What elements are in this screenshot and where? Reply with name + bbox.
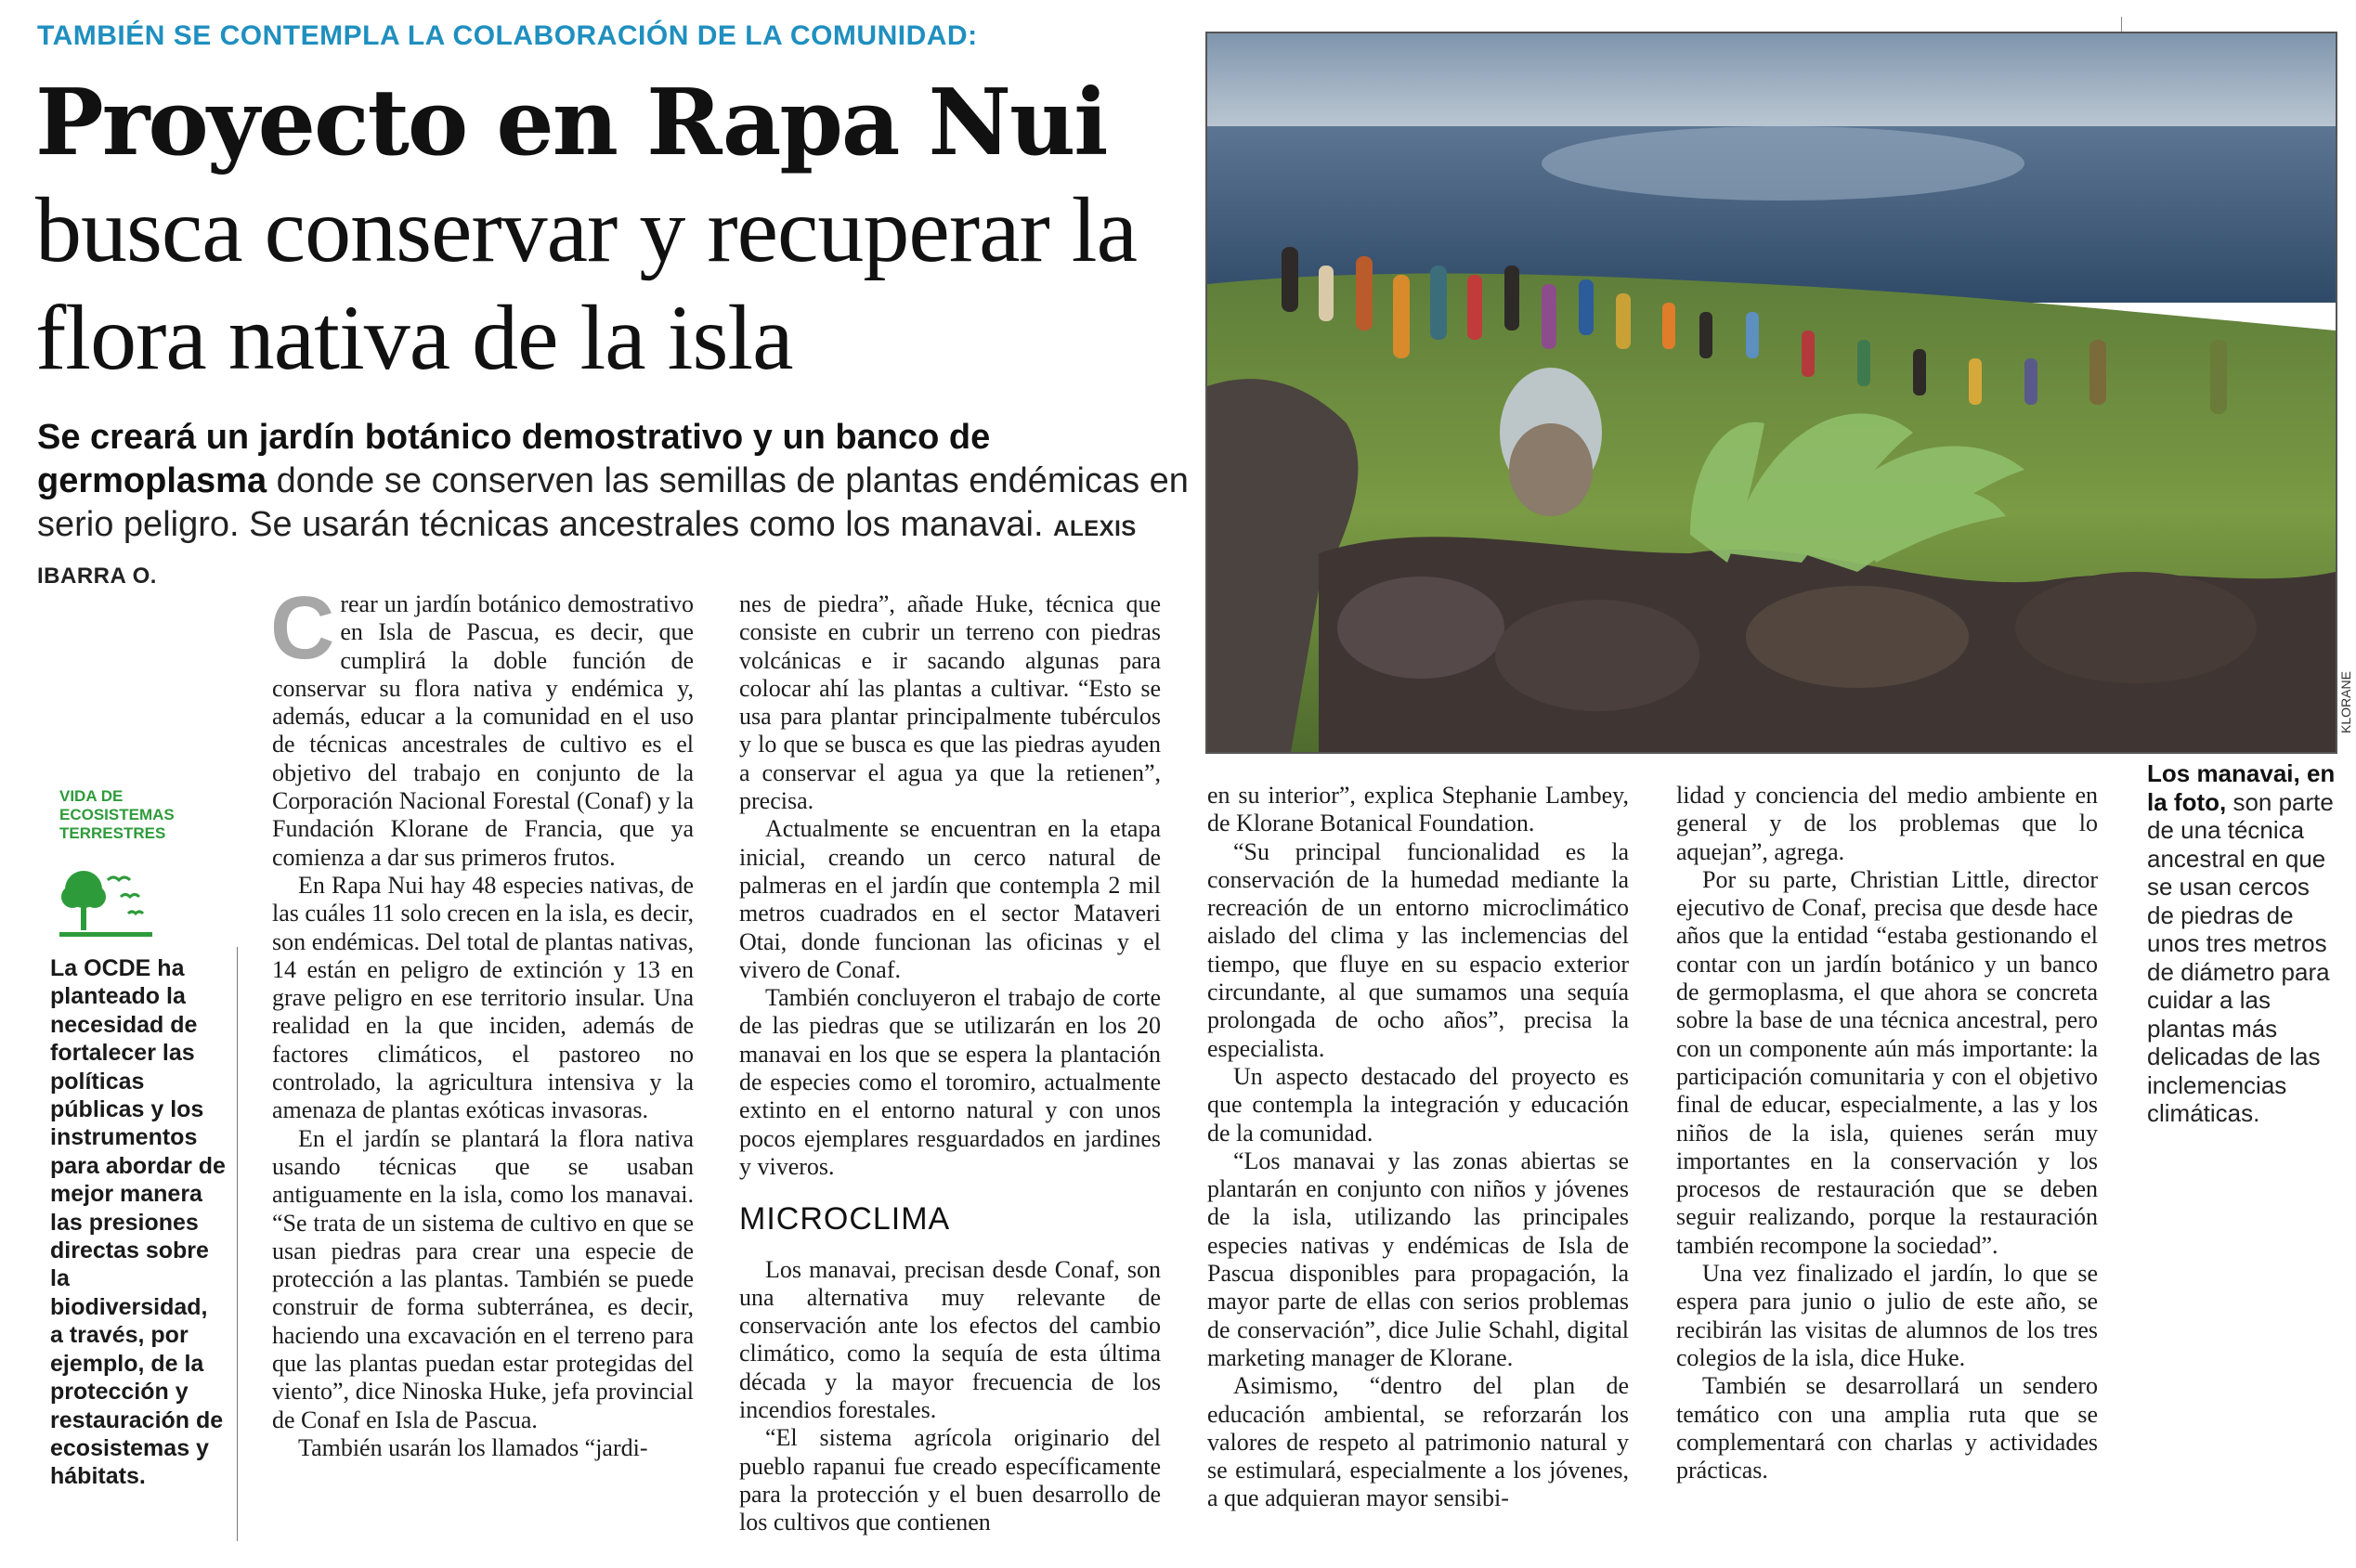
tree-birds-icon [54, 856, 227, 952]
paragraph: También usarán los llamados “jardi- [298, 1433, 648, 1461]
paragraph: “El sistema agrícola originario del pueblo rapanui fue creado específicamente para la protección y el buen desarrollo de los cultivos que contienen [739, 1424, 1161, 1536]
photo-credit: KLORANE [2338, 671, 2353, 733]
sdg-box [41, 787, 227, 952]
headline-main: Proyecto en Rapa Nui [35, 70, 1107, 176]
deck-bold: Se creará un jardín botánico demostrativo y un banco de germoplasma [37, 418, 991, 500]
paragraph: También concluyeron el trabajo de corte de las piedras que se utilizarán en los 20 manavai en los que se espera la plantación de especies como el toromiro, actualmente extinto en el entorno natural y con unos pocos ejemplares resguardados en jardines y viveros. [739, 984, 1161, 1180]
dropcap: C [270, 578, 335, 678]
paragraph: Los manavai, precisan desde Conaf, son una alternativa muy relevante de conservación ante los efectos del cambio climático, como la sequía de esta última década y la mayor frecuencia de los incendios forestales. [739, 1255, 1161, 1424]
sidebar-text: La OCDE ha planteado la necesidad de fortalecer las políticas públicas y los instrumentos para abordar de mejor manera las presiones directas sobre la biodiversidad, a través, por ejemplo, de la protección y restauración de ecosistemas y hábitats. [50, 955, 226, 1490]
headline-sub: busca conservar y recuperar la flora nativa de la isla [35, 178, 1137, 389]
rock-4 [2015, 572, 2257, 683]
byline: ALEXIS IBARRA O. [37, 516, 1137, 589]
article-photo [1207, 33, 2336, 752]
paragraph: rear un jardín botánico demostrativo en Isla de Pascua, es decir, que cumplirá la doble función de conservar su flora nativa y endémica y, además, educar a la comunidad en el uso de técnicas ancestrales de cultivo es el objetivo del trabajo en conjunto de la Corporación Nacional Forestal (Conaf) y la Fundación Klorane de Francia, que ya comienza a dar sus primeros frutos. [272, 590, 694, 871]
paragraph: Por su parte, Christian Little, director ejecutivo de Conaf, precisa que desde hace años que la entidad “estaba gestionando el contar con un jardín botánico y un banco de germoplasma, el que ahora se concreta sobre la base de una técnica ancestral, pero con un componente aún más importante: la participación comunitaria y con el objetivo final de educar, especialmente, a las y los niños de la isla, quienes serán muy importantes en la conservación y los procesos de restauración que se deben seguir realizando, porque la restauración también recompone la sociedad”. [1676, 865, 2098, 1259]
photo-illustration [1207, 33, 2336, 752]
rock-3 [1746, 586, 1969, 688]
paragraph: Actualmente se encuentran en la etapa inicial, creando un cerco natural de palmeras en el jardín que contempla 2 mil metros cuadrados en el sector Mataveri Otai, donde funcionan las oficinas y el vivero de Conaf. [739, 815, 1161, 983]
paragraph: nes de piedra”, añade Huke, técnica que consiste en cubrir un terreno con piedras volcánicas e ir sacando algunas para colocar ahí las plantas a cultivar. “Esto se usa para plantar principalmente tubérculos y lo que se busca es que las piedras ayuden a conservar el agua ya que la retienen”, precisa. [739, 590, 1161, 815]
paragraph: “Los manavai y las zonas abiertas se plantarán en conjunto con niños y jóvenes de la isla, utilizando las principales especies nativas y endémicas de Isla de Pascua disponibles para propagación, la mayor parte de ellas con serios problemas de conservación”, dice Julie Schahl, digital marketing manager de Klorane. [1207, 1147, 1629, 1371]
body-column-3 [1207, 782, 1629, 1513]
paragraph: Una vez finalizado el jardín, lo que se espera para junio o julio de este año, se recibirán las visitas de alumnos de los tres colegios de la isla, dice Huke. [1676, 1260, 2098, 1371]
kicker: TAMBIÉN SE CONTEMPLA LA COLABORACIÓN DE LA COMUNIDAD: [37, 20, 978, 51]
body-column-4 [1676, 782, 2098, 1484]
deck [37, 416, 1189, 598]
rock-2 [1495, 600, 1699, 711]
column-rule [2121, 17, 2122, 35]
paragraph: en su interior”, explica Stephanie Lambey, de Klorane Botanical Foundation. [1207, 782, 1629, 837]
caption-text: son parte de una técnica ancestral en que se usan cercos de piedras de unos tres metros de diámetro para cuidar a las plantas más delicadas de las inclemencias climáticas. [2147, 787, 2334, 1127]
paragraph: lidad y conciencia del medio ambiente en general y de los problemas que lo aquejan”, agrega. [1676, 782, 2098, 865]
paragraph: “Su principal funcionalidad es la conservación de la humedad mediante la recreación de un entorno microclimático aislado del clima y las inclemencias del tiempo, que fluye en su espacio exterior circundante, al que sumamos una sequía prolongada de ocho años”, precisa la especialista. [1207, 837, 1629, 1062]
rock-1 [1337, 577, 1504, 679]
paragraph: En el jardín se plantará la flora nativa usando técnicas que se usaban antiguamente en la isla, como los manavai. “Se trata de un sistema de cultivo en que se usan piedras para crear una especie de protección a las plantas. También se puede construir de forma subterránea, es decir, haciendo una excavación en el terreno para que las plantas puedan estar protegidas del viento”, dice Ninoska Huke, jefa provincial de Conaf en Isla de Pascua. [272, 1124, 694, 1433]
body-column-2 [739, 590, 1161, 1537]
subhead-microclima: MICROCLIMA [739, 1201, 951, 1238]
paragraph: Un aspecto destacado del proyecto es que contempla la integración y educación de la comunidad. [1207, 1062, 1629, 1147]
sun-glare [1542, 126, 2024, 201]
body-column-1 [270, 578, 694, 1462]
caption-bold: Los manavai, en la foto, [2147, 759, 2336, 816]
paragraph: En Rapa Nui hay 48 especies nativas, de las cuáles 11 solo crecen en la isla, es decir, son endémicas. Del total de plantas nativas, 14 están en peligro de extinción y 13 en grave peligro en ese territorio insular. Una realidad en la que inciden, además de factores climáticos, el pastoreo no controlado, la agricultura intensiva y la amenaza de plantas exóticas invasoras. [272, 871, 694, 1124]
deck-text: donde se conserven las semillas de plantas endémicas en serio peligro. Se usarán técnicas ancestrales como los manavai. [37, 461, 1189, 544]
sdg-label: VIDA DE ECOSISTEMAS TERRESTRES [59, 787, 175, 842]
photo-caption [2147, 759, 2342, 1128]
sidebar-divider [237, 947, 238, 1541]
paragraph: Asimismo, “dentro del plan de educación ambiental, se reforzarán los valores de respeto al patrimonio natural y se estimulará, especialmente a los jóvenes, a que adquieran mayor sensibi- [1207, 1372, 1629, 1512]
paragraph: También se desarrollará un sendero temático con una amplia ruta que se complementará con charlas y actividades prácticas. [1676, 1372, 2098, 1484]
